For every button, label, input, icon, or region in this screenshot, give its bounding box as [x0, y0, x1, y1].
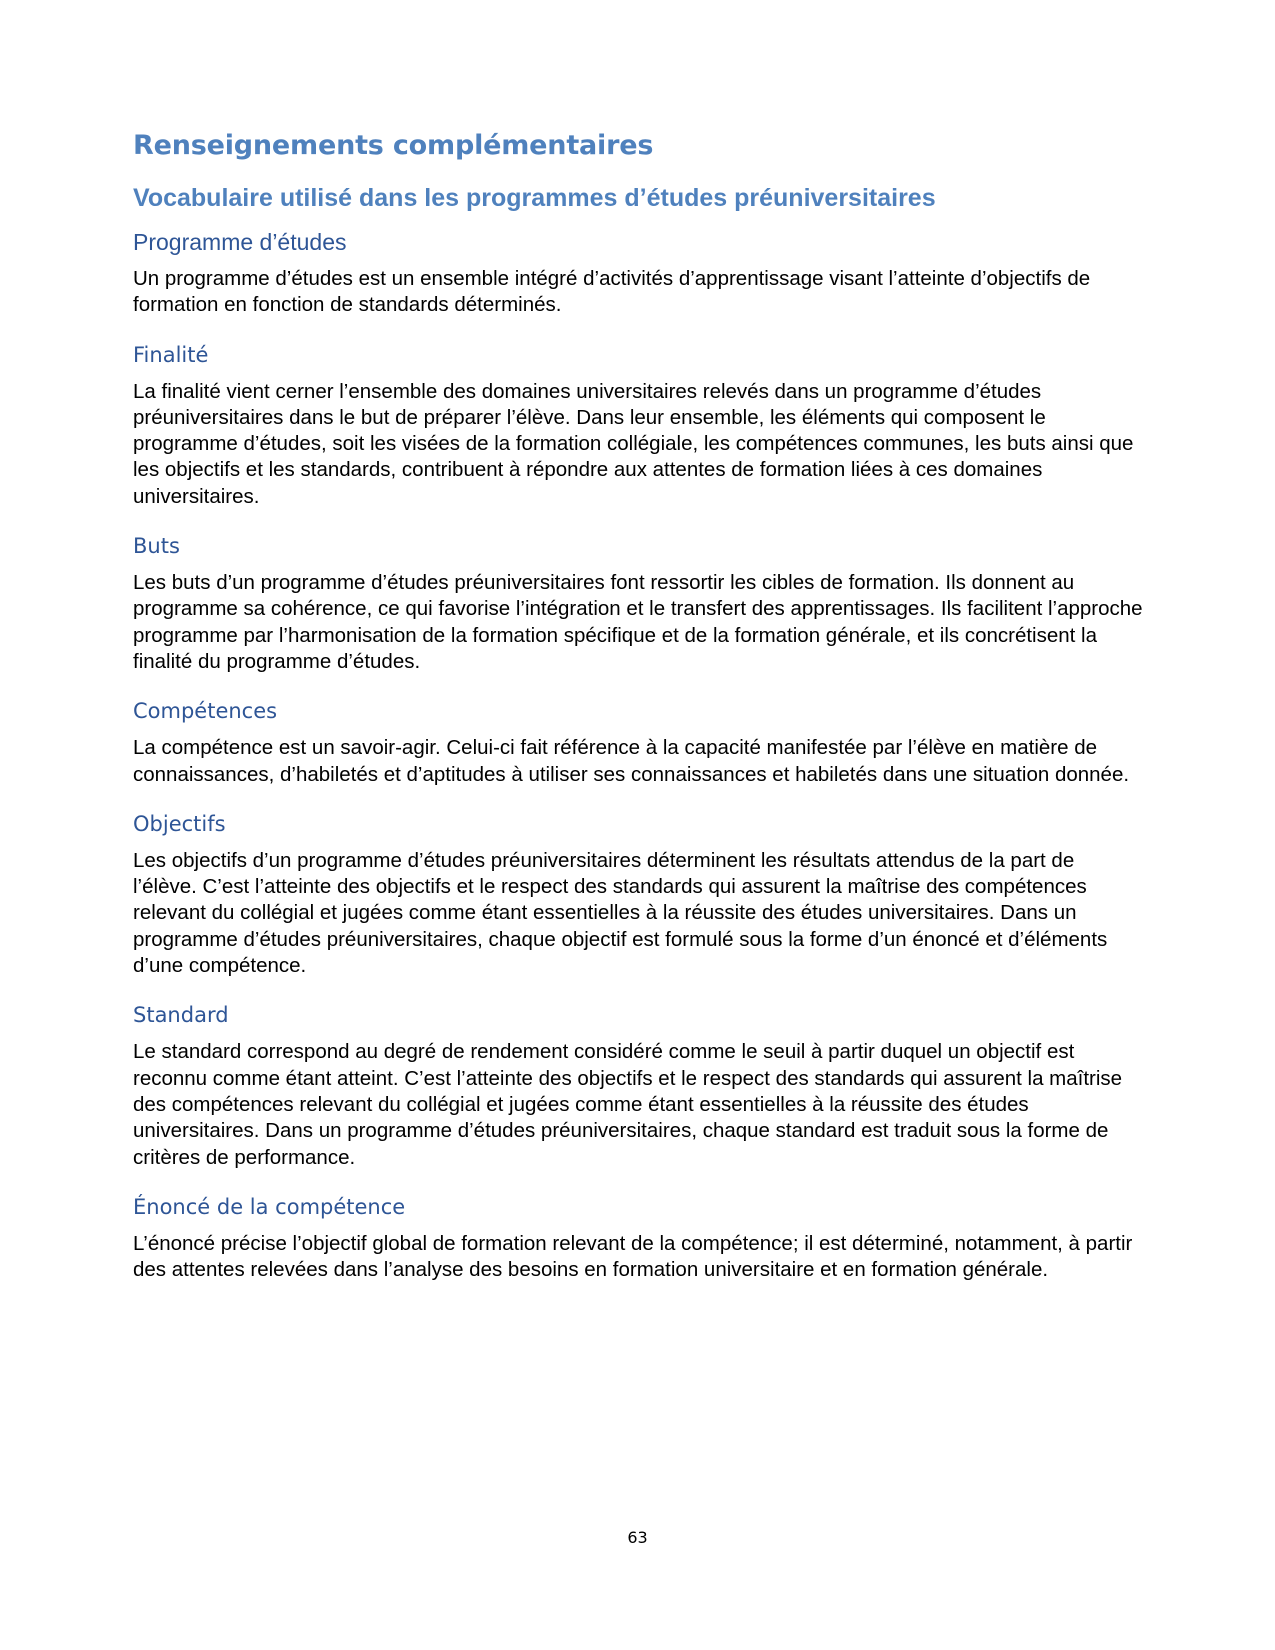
section-buts: [133, 532, 1143, 675]
section-heading: Buts: [133, 534, 180, 559]
page-subtitle: Vocabulaire utilisé dans les programmes d’études préuniversitaires: [133, 184, 936, 212]
section-text: Un programme d’études est un ensemble intégré d’activités d’apprentissage visant l’atteinte d’objectifs de formation en fonction de standards déterminés.: [133, 267, 1091, 317]
document-page: [133, 128, 1143, 1305]
section-standard: [133, 1001, 1143, 1170]
section-heading: Programme d’études: [133, 229, 347, 255]
section-text: L’énoncé précise l’objectif global de formation relevant de la compétence; il est déterminé, notamment, à partir des attentes relevées dans l’analyse des besoins en formation universitaire et en formation générale.: [133, 1231, 1133, 1282]
section-heading: Compétences: [133, 699, 278, 724]
section-text: Les buts d’un programme d’études préuniversitaires font ressortir les cibles de formation. Ils donnent au programme sa cohérence, ce qui favorise l’intégration et le transfert des apprentissages. Ils facilitent l’approche programme par l’harmonisation de la formation spécifique et de la formation générale, et ils concrétisent la finalité du programme d’études.: [133, 571, 1143, 673]
section-objectifs: [133, 810, 1143, 979]
section-heading: Objectifs: [133, 811, 226, 836]
section-heading: Finalité: [133, 342, 209, 367]
section-text: La compétence est un savoir-agir. Celui-ci fait référence à la capacité manifestée par l’élève en matière de connaissances, d’habiletés et d’aptitudes à utiliser ses connaissances et habiletés dans une situation donnée.: [133, 736, 1130, 786]
section-finalite: [133, 341, 1143, 510]
section-text: Les objectifs d’un programme d’études préuniversitaires déterminent les résultats attendus de la part de l’élève. C’est l’atteinte des objectifs et le respect des standards qui assurent la maîtrise des compétences relevant du collégial et jugées comme étant essentielles à la réussite des études universitaires. Dans un programme d’études préuniversitaires, chaque objectif est formulé sous la forme d’un énoncé et d’éléments d’une compétence.: [133, 848, 1108, 978]
section-heading: Énoncé de la compétence: [133, 1194, 406, 1219]
section-programme-etudes: [133, 228, 1143, 319]
section-competences: [133, 697, 1143, 788]
section-text: La finalité vient cerner l’ensemble des domaines universitaires relevés dans un programme d’études préuniversitaires dans le but de préparer l’élève. Dans leur ensemble, les éléments qui composent le programme d’études, soit les visées de la formation collégiale, les compétences communes, les buts ainsi que les objectifs et les standards, contribuent à répondre aux attentes de formation liées à ces domaines universitaires.: [133, 379, 1134, 508]
section-enonce-competence: [133, 1193, 1143, 1284]
section-heading: Standard: [133, 1003, 229, 1028]
page-title: Renseignements complémentaires: [133, 130, 654, 161]
section-text: Le standard correspond au degré de rendement considéré comme le seuil à partir duquel un objectif est reconnu comme étant atteint. C’est l’atteinte des objectifs et le respect des standards qui assurent la maîtrise des compétences relevant du collégial et jugées comme étant essentielles à la réussite des études universitaires. Dans un programme d’études préuniversitaires, chaque standard est traduit sous la forme de critères de performance.: [133, 1040, 1123, 1169]
page-number: 63: [627, 1528, 648, 1547]
